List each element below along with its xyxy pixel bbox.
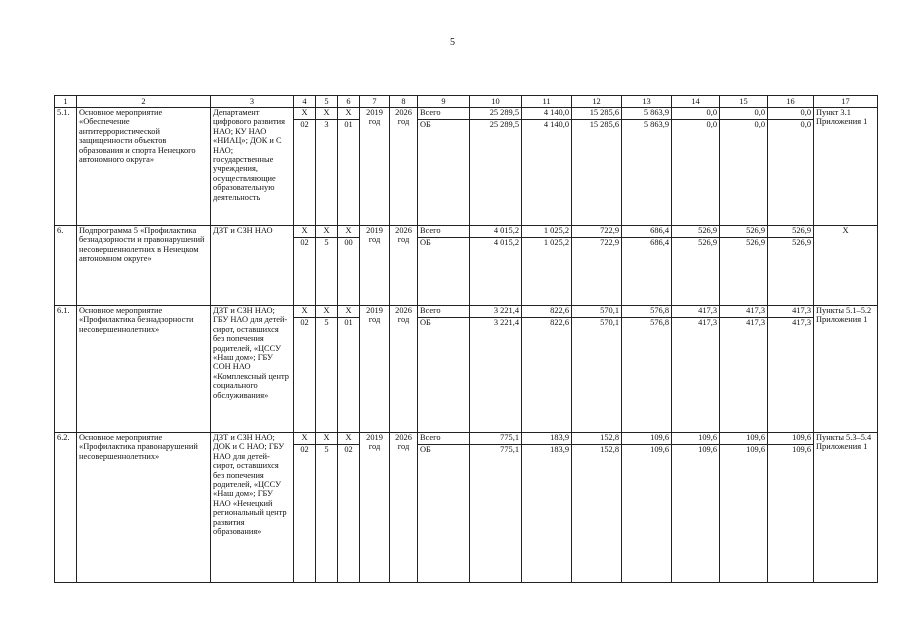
amount-cell: 109,6 [622, 433, 672, 445]
row-number: 6. [55, 226, 77, 306]
reference: X [814, 226, 878, 306]
code-cell: X [294, 306, 316, 318]
amount-cell: 0,0 [672, 120, 720, 226]
code-cell: X [338, 433, 360, 445]
code-cell: X [338, 226, 360, 238]
amount-cell: 417,3 [720, 318, 768, 433]
col-header: 15 [720, 96, 768, 108]
amount-cell: 417,3 [672, 318, 720, 433]
amount-cell: 526,9 [720, 226, 768, 238]
amount-cell: 722,9 [572, 238, 622, 306]
amount-cell: 0,0 [720, 120, 768, 226]
code-cell: 00 [338, 238, 360, 306]
code-cell: 01 [338, 120, 360, 226]
row-number: 5.1. [55, 108, 77, 226]
code-cell: 01 [338, 318, 360, 433]
amount-cell: 152,8 [572, 445, 622, 583]
amount-cell: 526,9 [672, 226, 720, 238]
table-row [55, 306, 878, 318]
table-row [55, 433, 878, 445]
funding-source: ОБ [418, 120, 470, 226]
code-cell: 02 [338, 445, 360, 583]
col-header: 16 [768, 96, 814, 108]
funding-source: Всего [418, 433, 470, 445]
code-cell: 3 [316, 120, 338, 226]
code-cell: X [294, 226, 316, 238]
amount-cell: 775,1 [470, 445, 522, 583]
measure-name: Подпрограмма 5 «Профилактика безнадзорности и правонарушений несовершеннолетних в Ненецком автономном округе» [77, 226, 211, 306]
executor: Департамент цифрового развития НАО; КУ НАО «НИАЦ»; ДОК и С НАО; государственные учреждения, осуществляющие образовательную деятельность [211, 108, 294, 226]
program-table [54, 95, 878, 583]
col-header: 12 [572, 96, 622, 108]
amount-cell: 570,1 [572, 306, 622, 318]
amount-cell: 4 140,0 [522, 108, 572, 120]
executor: ДЗТ и СЗН НАО [211, 226, 294, 306]
amount-cell: 152,8 [572, 433, 622, 445]
amount-cell: 15 285,6 [572, 120, 622, 226]
amount-cell: 5 863,9 [622, 108, 672, 120]
amount-cell: 5 863,9 [622, 120, 672, 226]
funding-source: Всего [418, 108, 470, 120]
col-header: 10 [470, 96, 522, 108]
row-number: 6.1. [55, 306, 77, 433]
amount-cell: 1 025,2 [522, 226, 572, 238]
amount-cell: 109,6 [672, 445, 720, 583]
amount-cell: 15 285,6 [572, 108, 622, 120]
end-year: 2026 год [390, 226, 418, 306]
code-cell: 02 [294, 120, 316, 226]
amount-cell: 686,4 [622, 226, 672, 238]
amount-cell: 417,3 [768, 306, 814, 318]
col-header: 17 [814, 96, 878, 108]
funding-source: ОБ [418, 318, 470, 433]
amount-cell: 722,9 [572, 226, 622, 238]
amount-cell: 4 015,2 [470, 226, 522, 238]
amount-cell: 3 221,4 [470, 306, 522, 318]
col-header: 8 [390, 96, 418, 108]
col-header: 3 [211, 96, 294, 108]
start-year: 2019 год [360, 433, 390, 583]
col-header: 1 [55, 96, 77, 108]
amount-cell: 526,9 [768, 238, 814, 306]
amount-cell: 526,9 [720, 238, 768, 306]
amount-cell: 570,1 [572, 318, 622, 433]
code-cell: 02 [294, 445, 316, 583]
start-year: 2019 год [360, 226, 390, 306]
amount-cell: 822,6 [522, 318, 572, 433]
amount-cell: 109,6 [768, 433, 814, 445]
amount-cell: 526,9 [672, 238, 720, 306]
amount-cell: 183,9 [522, 433, 572, 445]
code-cell: X [338, 306, 360, 318]
amount-cell: 109,6 [622, 445, 672, 583]
amount-cell: 417,3 [720, 306, 768, 318]
amount-cell: 822,6 [522, 306, 572, 318]
code-cell: X [316, 433, 338, 445]
col-header: 6 [338, 96, 360, 108]
col-header: 7 [360, 96, 390, 108]
amount-cell: 526,9 [768, 226, 814, 238]
amount-cell: 109,6 [672, 433, 720, 445]
amount-cell: 0,0 [768, 120, 814, 226]
reference: Пункт 3.1 Приложения 1 [814, 108, 878, 226]
code-cell: 5 [316, 318, 338, 433]
amount-cell: 25 289,5 [470, 120, 522, 226]
row-number: 6.2. [55, 433, 77, 583]
funding-source: Всего [418, 306, 470, 318]
end-year: 2026 год [390, 433, 418, 583]
end-year: 2026 год [390, 306, 418, 433]
funding-source: Всего [418, 226, 470, 238]
amount-cell: 4 015,2 [470, 238, 522, 306]
code-cell: 02 [294, 238, 316, 306]
amount-cell: 0,0 [720, 108, 768, 120]
amount-cell: 417,3 [672, 306, 720, 318]
code-cell: X [294, 433, 316, 445]
table-row [55, 108, 878, 120]
col-header: 4 [294, 96, 316, 108]
col-header: 9 [418, 96, 470, 108]
col-header: 5 [316, 96, 338, 108]
code-cell: 5 [316, 445, 338, 583]
amount-cell: 1 025,2 [522, 238, 572, 306]
code-cell: X [316, 108, 338, 120]
amount-cell: 686,4 [622, 238, 672, 306]
start-year: 2019 год [360, 306, 390, 433]
col-header: 11 [522, 96, 572, 108]
amount-cell: 0,0 [672, 108, 720, 120]
amount-cell: 417,3 [768, 318, 814, 433]
amount-cell: 109,6 [768, 445, 814, 583]
executor: ДЗТ и СЗН НАО; ДОК и С НАО; ГБУ НАО для детей-сирот, оставшихся без попечения родителей, «ЦССУ «Наш дом»; ГБУ НАО «Ненецкий региональный центр развития образования» [211, 433, 294, 583]
amount-cell: 109,6 [720, 445, 768, 583]
amount-cell: 3 221,4 [470, 318, 522, 433]
executor: ДЗТ и СЗН НАО; ГБУ НАО для детей-сирот, оставшихся без попечения родителей, «ЦССУ «Наш дом»; ГБУ СОН НАО «Комплексный центр социального обслуживания» [211, 306, 294, 433]
amount-cell: 4 140,0 [522, 120, 572, 226]
table-row [55, 226, 878, 238]
amount-cell: 576,8 [622, 318, 672, 433]
amount-cell: 775,1 [470, 433, 522, 445]
amount-cell: 183,9 [522, 445, 572, 583]
col-header: 13 [622, 96, 672, 108]
page-number: 5 [450, 37, 455, 48]
header-row [55, 96, 878, 108]
col-header: 2 [77, 96, 211, 108]
funding-source: ОБ [418, 238, 470, 306]
code-cell: X [294, 108, 316, 120]
amount-cell: 0,0 [768, 108, 814, 120]
code-cell: X [316, 226, 338, 238]
measure-name: Основное мероприятие «Обеспечение антитеррористической защищенности объектов образования и спорта Ненецкого автономного округа» [77, 108, 211, 226]
amount-cell: 109,6 [720, 433, 768, 445]
col-header: 14 [672, 96, 720, 108]
code-cell: 02 [294, 318, 316, 433]
measure-name: Основное мероприятие «Профилактика правонарушений несовершеннолетних» [77, 433, 211, 583]
amount-cell: 25 289,5 [470, 108, 522, 120]
start-year: 2019 год [360, 108, 390, 226]
end-year: 2026 год [390, 108, 418, 226]
amount-cell: 576,8 [622, 306, 672, 318]
code-cell: 5 [316, 238, 338, 306]
reference: Пункты 5.3–5.4 Приложения 1 [814, 433, 878, 583]
funding-source: ОБ [418, 445, 470, 583]
code-cell: X [338, 108, 360, 120]
measure-name: Основное мероприятие «Профилактика безнадзорности несовершеннолетних» [77, 306, 211, 433]
code-cell: X [316, 306, 338, 318]
reference: Пункты 5.1–5.2 Приложения 1 [814, 306, 878, 433]
